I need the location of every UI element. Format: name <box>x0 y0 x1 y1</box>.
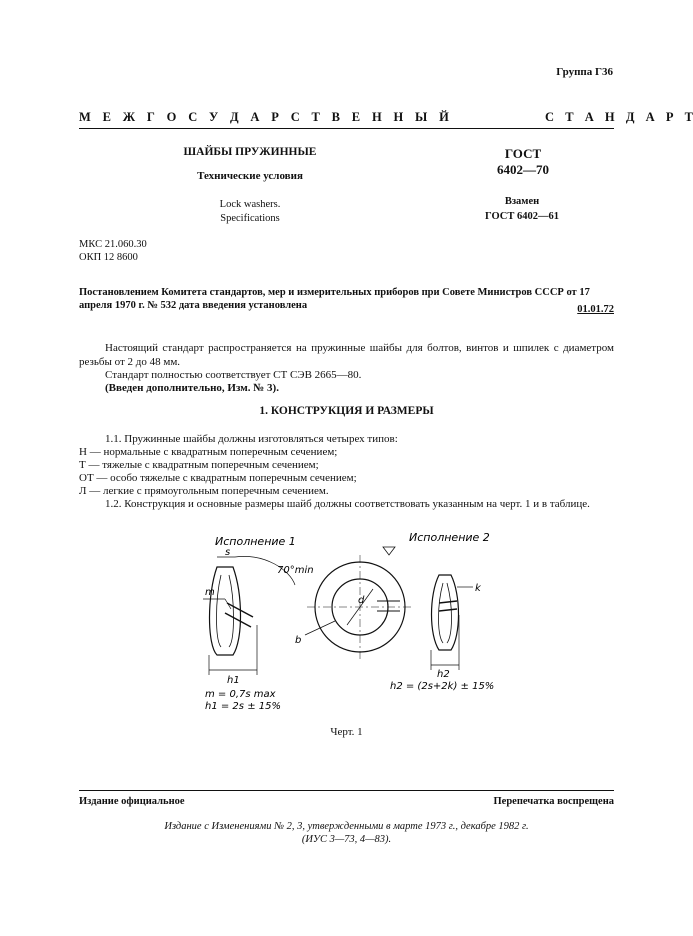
label-h1: h1 <box>227 675 240 686</box>
label-angle: 70°min <box>277 565 314 576</box>
replaces-standard: Взамен ГОСТ 6402—61 <box>485 196 559 222</box>
surface-finish-symbol <box>383 547 395 555</box>
label-version-1: Исполнение 1 <box>215 535 296 548</box>
label-d: d <box>358 595 365 606</box>
edition-note: Издание с Изменениями № 2, 3, утвержденными в марте 1973 г., декабре 1982 г. (ИУС 3—73, 4—83). <box>164 821 529 845</box>
english-title: Lock washers. Specifications <box>219 199 281 224</box>
figure-caption: Черт. 1 <box>330 726 363 738</box>
okp-code: ОКП 12 8600 <box>79 252 138 263</box>
label-s: s <box>225 547 231 558</box>
v2-split-1 <box>439 601 457 603</box>
split-line-2 <box>225 613 251 627</box>
clause-1-1: 1.1. Пружинные шайбы должны изготовляться четырех типов: <box>105 433 398 445</box>
type-t: Т — тяжелые с квадратным поперечным сечением; <box>79 459 319 471</box>
label-h2: h2 <box>437 669 450 680</box>
washer-v1-outline <box>210 567 241 655</box>
document-subtitle: Технические условия <box>197 170 303 182</box>
b-leader <box>305 621 335 635</box>
label-version-2: Исполнение 2 <box>409 531 490 544</box>
washer-v2-inner <box>439 583 452 643</box>
v2-split-2 <box>439 609 457 611</box>
formula-h1: h1 = 2s ± 15% <box>205 701 281 712</box>
amendment-note: (Введен дополнительно, Изм. № 3). <box>105 382 279 394</box>
intro-paragraph: Настоящий стандарт распространяется на пружинные шайбы для болтов, винтов и шпилек с диаметром резьбы от 2 до 48 мм. <box>79 342 614 368</box>
effective-date: 01.01.72 <box>577 304 614 315</box>
type-n: Н — нормальные с квадратным поперечным сечением; <box>79 446 338 458</box>
washer-v2-outline <box>432 575 459 650</box>
footer-rule <box>79 790 614 791</box>
interstate-word: М Е Ж Г О С У Д А Р С Т В Е Н Н Ы Й <box>79 110 449 124</box>
standard-word: С Т А Н Д А Р Т <box>545 110 693 124</box>
label-k: k <box>475 583 481 594</box>
mks-code: МКС 21.060.30 <box>79 239 147 250</box>
type-l: Л — легкие с прямоугольным поперечным сечением. <box>79 485 329 497</box>
classification-codes <box>79 238 147 264</box>
section-title: 1. КОНСТРУКЦИЯ И РАЗМЕРЫ <box>259 405 434 417</box>
formula-h2: h2 = (2s+2k) ± 15% <box>390 681 495 692</box>
washer-v1-inner <box>217 575 234 647</box>
type-ot: ОТ — особо тяжелые с квадратным поперечным сечением; <box>79 472 357 484</box>
label-m: m <box>205 587 215 598</box>
group-code: Группа Г36 <box>556 66 613 78</box>
document-title: ШАЙБЫ ПРУЖИННЫЕ <box>183 146 317 158</box>
decree-text: Постановлением Комитета стандартов, мер и измерительных приборов при Совете Министров СССР от 17 апреля 1970 г. № 532 дата введения установлена <box>79 287 590 311</box>
reprint-prohibited: Перепечатка воспрещена <box>493 796 614 807</box>
clause-1-2: 1.2. Конструкция и основные размеры шайб должны соответствовать указанным на черт. 1 и в таблице. <box>105 498 590 510</box>
washer-drawing <box>195 525 515 715</box>
official-edition: Издание официальное <box>79 796 185 807</box>
header-rule <box>79 128 614 129</box>
sev-compliance: Стандарт полностью соответствует СТ СЭВ 2665—80. <box>105 369 362 381</box>
label-b: b <box>295 635 302 646</box>
formula-m: m = 0,7s max <box>205 689 276 700</box>
gost-number: ГОСТ 6402—70 <box>497 146 549 177</box>
